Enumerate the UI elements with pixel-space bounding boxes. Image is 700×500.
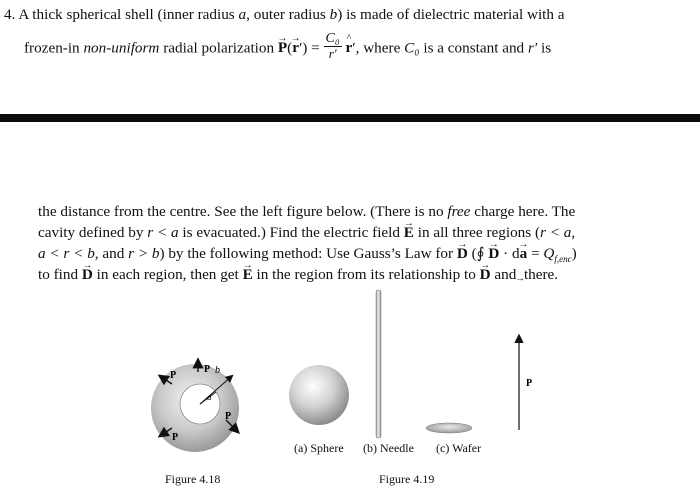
field-E-symbol: → E — [404, 224, 414, 242]
figure-4-18-shell — [151, 360, 239, 452]
problem-line-1: 4. A thick spherical shell (inner radius a, outer radius b) is made of dielectric material with a — [4, 6, 565, 23]
continuation-line-6: to find → D in each region, then get → E in the region from its relationship to → D and there. — [38, 266, 558, 284]
problem-line-2: frozen-in non-uniform radial polarization → P(→ r′) = $\frac{\text{C₀}}{r'}$ ^ r′, where C₀ is a constant and r′ is — [24, 34, 551, 64]
polarization-label: P — [526, 378, 533, 389]
wafer-shape — [426, 423, 472, 433]
continuation-line-3: the distance from the centre. See the left figure below. (There is no free charge here. The — [38, 203, 576, 220]
label-P-upper-left: P — [170, 370, 177, 381]
problem-number: 4. — [4, 6, 16, 23]
wafer-caption: (c) Wafer — [436, 441, 482, 455]
needle-caption: (b) Needle — [363, 441, 414, 455]
label-a: a — [207, 392, 212, 402]
figure-4-18-caption: Figure 4.18 — [165, 472, 221, 486]
sphere-shape — [289, 365, 349, 425]
fraction: $\frac{\text{C₀}}{r'}$ — [325, 31, 340, 61]
needle-shape — [376, 290, 381, 438]
label-P-right: P — [225, 411, 232, 422]
figure-4-19-caption: Figure 4.19 — [379, 472, 435, 486]
continuation-line-4: cavity defined by r < a is evacuated.) Find the electric field → E in all three regions (r < a, — [38, 224, 575, 242]
label-b: b — [215, 365, 220, 376]
label-P-top: P — [204, 364, 211, 375]
continuation-line-5: a < r < b, and r > b) by the following method: Use Gauss’s Law for → D (∮ → $D \cdot d\to a = Q_{f,enc}$) — [38, 245, 577, 268]
sphere-caption: (a) Sphere — [294, 441, 344, 455]
polarization-symbol: → P — [278, 39, 287, 57]
figure-4-19 — [289, 290, 532, 438]
label-P-lower-left: P — [172, 432, 179, 443]
